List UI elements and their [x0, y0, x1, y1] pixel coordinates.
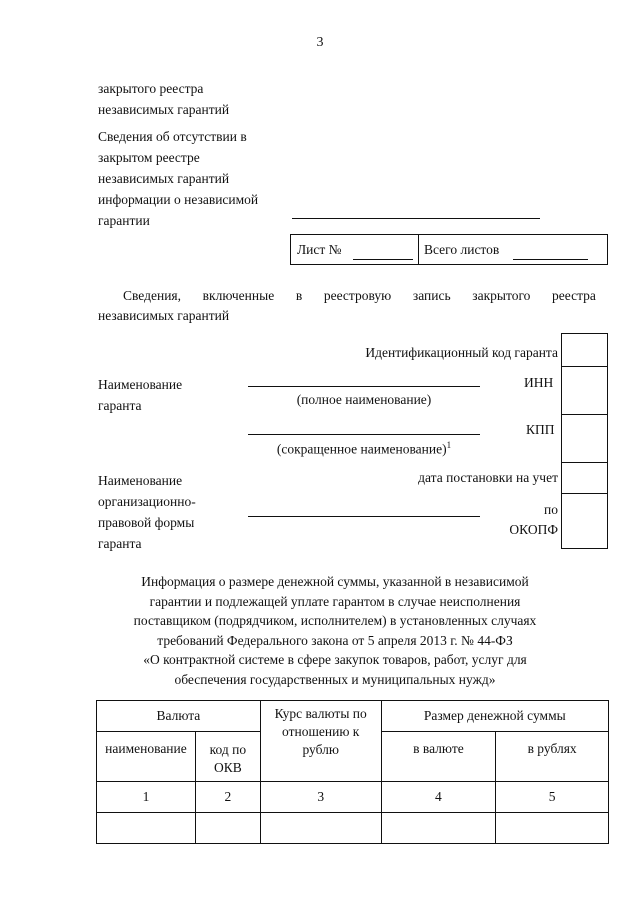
table-row: [97, 813, 609, 844]
table-cell: [97, 813, 196, 844]
table-cell: [260, 813, 381, 844]
sheet-divider: [418, 235, 419, 264]
full-name-line: [248, 386, 480, 387]
column-number: 3: [260, 782, 381, 813]
column-number: 2: [195, 782, 260, 813]
intro-word: реестровую: [323, 288, 392, 303]
intro-word: Сведения,: [123, 288, 182, 303]
intro-word: запись: [412, 288, 451, 303]
codes-separator: [562, 414, 607, 415]
intro-word: в: [295, 288, 303, 303]
absence-line: независимых гарантий: [98, 171, 230, 186]
rate-header-line: Курс валюты по: [274, 706, 367, 721]
kpp-label: КПП: [526, 422, 555, 437]
absence-line: гарантии: [98, 213, 150, 228]
table-header-row: [97, 701, 609, 732]
info-heading: [60, 572, 610, 689]
info-heading-line: Информация о размере денежной суммы, указанной в независимой: [141, 574, 529, 589]
full-name-caption: (полное наименование): [296, 392, 432, 407]
info-heading-line: требований Федерального закона от 5 апреля 2013 г. № 44-ФЗ: [157, 632, 513, 648]
page-number: 3: [316, 35, 324, 50]
info-heading-line: гарантии и подлежащей уплате гарантом в случае неисполнения: [149, 593, 521, 609]
name-header: наименование: [97, 732, 196, 782]
total-sheets-label: Всего листов: [424, 242, 500, 257]
codes-separator: [562, 462, 607, 463]
absence-line: информации о независимой: [98, 192, 259, 207]
footnote-mark: 1: [446, 440, 452, 450]
okv-header: [195, 732, 260, 782]
legal-form-line: организационно-: [98, 494, 196, 509]
codes-column: [561, 333, 608, 549]
in-rubles-header: в рублях: [496, 732, 609, 782]
column-number: 5: [496, 782, 609, 813]
guarantor-name-line: гаранта: [98, 398, 142, 413]
info-heading-line: «О контрактной системе в сфере закупок товаров, работ, услуг для: [143, 652, 527, 667]
legal-form-label: [98, 470, 196, 554]
absence-note: [98, 126, 258, 231]
short-name-caption: [248, 440, 480, 458]
rate-header: [260, 701, 381, 782]
total-sheets-line: [513, 259, 588, 260]
id-code-label: Идентификационный код гаранта: [365, 345, 558, 360]
okv-header-line: код по: [209, 742, 247, 757]
column-number: 1: [97, 782, 196, 813]
absence-signature-line: [292, 218, 540, 219]
intro-word: реестра: [552, 288, 596, 303]
in-currency-header: в валюте: [381, 732, 496, 782]
sheet-box: [290, 234, 608, 265]
sheet-number-line: [353, 259, 413, 260]
guarantor-name-line: Наименование: [98, 377, 183, 392]
currency-table: [96, 700, 609, 844]
codes-separator: [562, 366, 607, 367]
absence-line: Сведения об отсутствии в: [98, 129, 247, 144]
short-name-line: [248, 434, 480, 435]
header-left: [98, 78, 229, 120]
header-line: закрытого реестра: [98, 81, 204, 96]
amount-header: Размер денежной суммы: [381, 701, 608, 732]
column-number-row: [97, 782, 609, 813]
table-cell: [195, 813, 260, 844]
registration-date-label: дата постановки на учет: [418, 470, 558, 485]
intro-word: закрытого: [472, 288, 531, 303]
okopf-line: по: [544, 502, 558, 517]
guarantor-name-label: [98, 374, 182, 416]
legal-form-line-field: [248, 516, 480, 517]
inn-label: ИНН: [524, 375, 554, 390]
table-cell: [381, 813, 496, 844]
header-line: независимых гарантий: [98, 102, 230, 117]
rate-header-line: отношению к: [282, 724, 360, 739]
info-heading-line: поставщиком (подрядчиком, исполнителем) в установленных случаях: [133, 613, 537, 628]
intro-line-1: [123, 288, 596, 304]
legal-form-line: Наименование: [98, 473, 183, 488]
okv-header-line: ОКВ: [213, 760, 242, 775]
legal-form-line: гаранта: [98, 536, 142, 551]
codes-separator: [562, 493, 607, 494]
rate-header-line: рублю: [302, 742, 339, 757]
sheet-label: Лист №: [297, 242, 342, 257]
info-heading-line: обеспечения государственных и муниципальных нужд»: [174, 671, 496, 687]
intro-line-2: независимых гарантий: [98, 308, 230, 323]
legal-form-line: правовой формы: [98, 515, 195, 530]
table-cell: [496, 813, 609, 844]
short-name-text: (сокращенное наименование): [276, 441, 447, 457]
okopf-label: [509, 500, 558, 540]
intro-word: включенные: [202, 288, 275, 303]
currency-header: Валюта: [97, 701, 261, 732]
absence-line: закрытом реестре: [98, 150, 200, 165]
column-number: 4: [381, 782, 496, 813]
okopf-line: ОКОПФ: [509, 522, 558, 537]
